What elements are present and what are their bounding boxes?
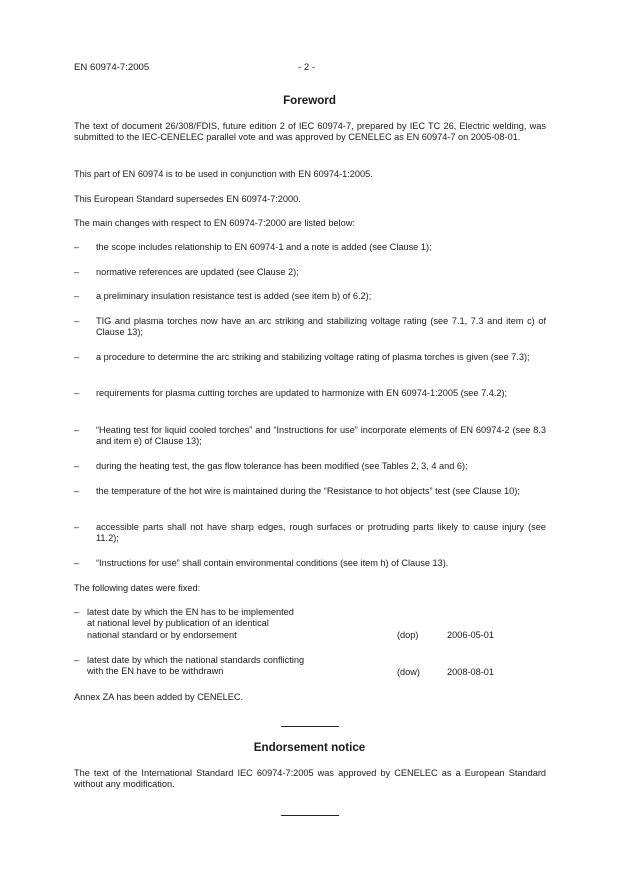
- endorsement-title: Endorsement notice: [253, 741, 366, 754]
- list-dash: –: [74, 291, 80, 301]
- foreword-paragraph-3: This European Standard supersedes EN 60974-7:2000.: [74, 194, 301, 204]
- date-entry-1-date: 2006-05-01: [447, 630, 494, 640]
- foreword-title: Foreword: [283, 94, 336, 107]
- list-dash: –: [74, 461, 80, 471]
- change-item-10: accessible parts shall not have sharp edges, rough surfaces or protruding parts likely to cause injury (see 11.2);: [96, 522, 546, 544]
- date-entry-2-text: [87, 655, 357, 678]
- section-divider: [281, 815, 339, 816]
- foreword-paragraph-2: This part of EN 60974 is to be used in conjunction with EN 60974-1:2005.: [74, 169, 373, 179]
- annex-note: Annex ZA has been added by CENELEC.: [74, 692, 244, 702]
- list-dash: –: [74, 522, 80, 532]
- date-entry-2-line-1: latest date by which the national standards conflicting: [87, 655, 305, 665]
- change-item-11: “Instructions for use” shall contain environmental conditions (see item h) of Clause 13).: [96, 558, 449, 568]
- header-page-number: - 2 -: [298, 62, 316, 73]
- section-divider: [281, 726, 339, 727]
- date-entry-1-line-3: national standard or by endorsement: [87, 629, 237, 640]
- list-dash: –: [74, 558, 80, 568]
- date-entry-1-line-1: latest date by which the EN has to be implemented: [87, 607, 294, 617]
- change-item-1: the scope includes relationship to EN 60974-1 and a note is added (see Clause 1);: [96, 242, 432, 252]
- date-dash: –: [74, 607, 80, 617]
- change-item-5: a procedure to determine the arc striking and stabilizing voltage rating of plasma torches is given (see 7.3);: [96, 352, 530, 362]
- date-entry-1-line-2: at national level by publication of an identical: [87, 618, 269, 629]
- change-item-2: normative references are updated (see Clause 2);: [96, 267, 299, 277]
- header-document-id: EN 60974-7:2005: [74, 62, 150, 73]
- date-entry-2-date: 2008-08-01: [447, 667, 494, 677]
- list-dash: –: [74, 352, 80, 362]
- date-entry-1-text: [87, 607, 357, 641]
- date-dash: –: [74, 655, 80, 665]
- foreword-paragraph-4: The main changes with respect to EN 60974-7:2000 are listed below:: [74, 218, 355, 228]
- list-dash: –: [74, 425, 80, 435]
- date-entry-2-line-2: with the EN have to be withdrawn: [87, 666, 224, 677]
- change-item-7: “Heating test for liquid cooled torches” and “Instructions for use” incorporate elements of EN 60974-2 (see 8.3 and item e) of Clause 13);: [96, 425, 546, 447]
- date-entry-1-code: (dop): [397, 630, 419, 640]
- change-item-4: TIG and plasma torches now have an arc striking and stabilizing voltage rating (see 7.1, 7.3 and item c) of Clause 13);: [96, 316, 546, 338]
- change-item-6: requirements for plasma cutting torches are updated to harmonize with EN 60974-1:2005 (see 7.4.2);: [96, 388, 508, 398]
- change-item-8: during the heating test, the gas flow tolerance has been modified (see Tables 2, 3, 4 and 6);: [96, 461, 468, 471]
- list-dash: –: [74, 267, 80, 277]
- date-entry-2-code: (dow): [397, 667, 420, 677]
- list-dash: –: [74, 242, 80, 252]
- foreword-paragraph-1: The text of document 26/308/FDIS, future edition 2 of IEC 60974-7, prepared by IEC TC 26, Electric welding, was submitted to the IEC-CENELEC parallel vote and was approved by CENELEC as EN 60974-7 on 2005-08-01.: [74, 121, 546, 143]
- change-item-3: a preliminary insulation resistance test is added (see item b) of 6.2);: [96, 291, 372, 301]
- dates-intro: The following dates were fixed:: [74, 583, 201, 593]
- change-item-9: the temperature of the hot wire is maintained during the “Resistance to hot objects” test (see Clause 10);: [96, 486, 520, 496]
- list-dash: –: [74, 388, 80, 398]
- list-dash: –: [74, 486, 80, 496]
- list-dash: –: [74, 316, 80, 326]
- endorsement-text: The text of the International Standard IEC 60974-7:2005 was approved by CENELEC as a European Standard without any modification.: [74, 768, 546, 790]
